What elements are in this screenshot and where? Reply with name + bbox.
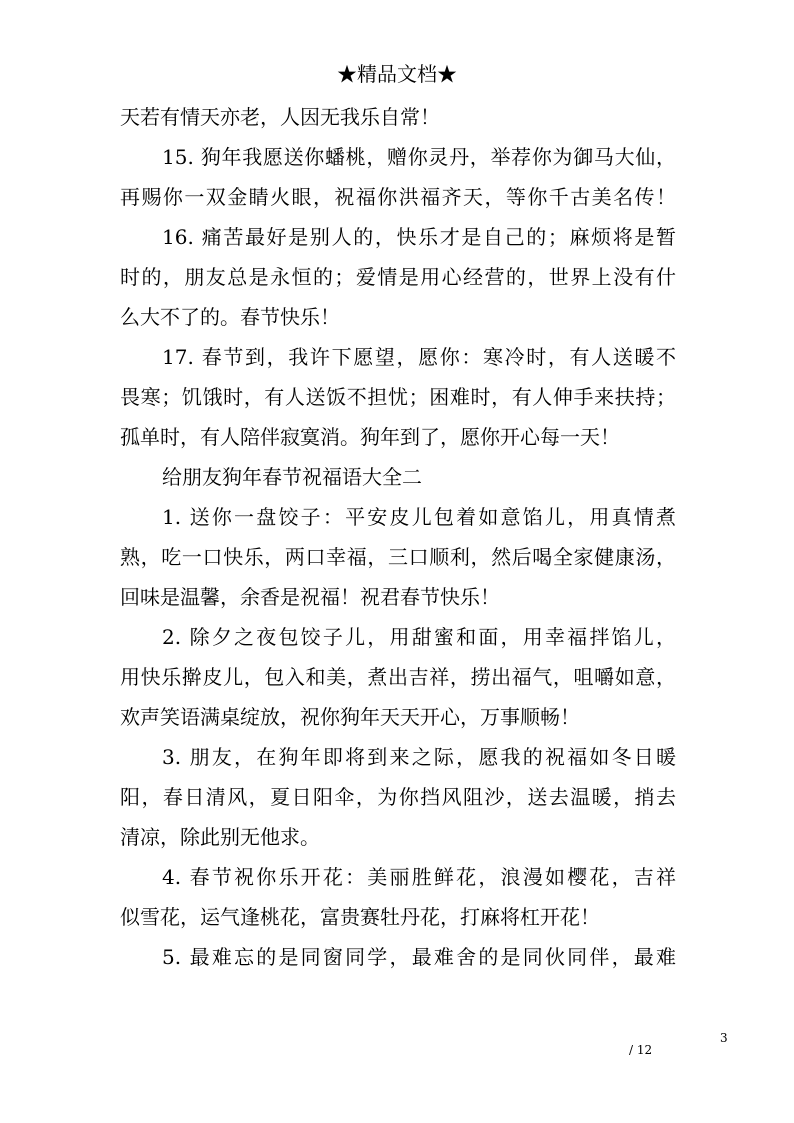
- text-line: 再赐你一双金睛火眼，祝福你洪福齐天，等你千古美名传！: [120, 185, 676, 209]
- text-line: 孤单时，有人陪伴寂寞消。狗年到了，愿你开心每一天！: [120, 425, 620, 449]
- section-heading: 给朋友狗年春节祝福语大全二: [162, 465, 422, 489]
- text-line: 15. 狗年我愿送你蟠桃，赠你灵丹，举荐你为御马大仙，: [162, 145, 676, 169]
- text-line: 回味是温馨，余香是祝福！祝君春节快乐！: [120, 585, 500, 609]
- text-line: 用快乐擀皮儿，包入和美，煮出吉祥，捞出福气，咀嚼如意，: [120, 665, 676, 689]
- text-line: 1. 送你一盘饺子：平安皮儿包着如意馅儿，用真情煮: [162, 505, 676, 529]
- text-line: 么大不了的。春节快乐！: [120, 305, 340, 329]
- text-line: 熟，吃一口快乐，两口幸福，三口顺利，然后喝全家健康汤，: [120, 545, 676, 569]
- text-line: 17. 春节到，我许下愿望，愿你：寒冷时，有人送暖不: [162, 345, 676, 369]
- text-line: 似雪花，运气逢桃花，富贵赛牡丹花，打麻将杠开花！: [120, 905, 600, 929]
- text-line: 4. 春节祝你乐开花：美丽胜鲜花，浪漫如樱花，吉祥: [162, 865, 676, 889]
- document-body: [120, 97, 676, 977]
- text-line: 畏寒；饥饿时，有人送饭不担忧；困难时，有人伸手来扶持；: [120, 385, 676, 409]
- document-header: ★精品文档★: [337, 62, 457, 86]
- page-number: 3: [720, 1031, 728, 1045]
- text-line: 2. 除夕之夜包饺子儿，用甜蜜和面，用幸福拌馅儿，: [162, 625, 676, 649]
- text-line: 清凉，除此别无他求。: [120, 825, 320, 849]
- text-line: 5. 最难忘的是同窗同学，最难舍的是同伙同伴，最难: [162, 945, 676, 969]
- text-line: 时的，朋友总是永恒的；爱情是用心经营的，世界上没有什: [120, 265, 676, 289]
- text-line: 天若有情天亦老，人因无我乐自常！: [120, 105, 440, 129]
- text-line: 3. 朋友，在狗年即将到来之际，愿我的祝福如冬日暖: [162, 745, 676, 769]
- text-line: 欢声笑语满桌绽放，祝你狗年天天开心，万事顺畅！: [120, 705, 580, 729]
- text-line: 16. 痛苦最好是别人的，快乐才是自己的；麻烦将是暂: [162, 225, 676, 249]
- page-count: / 12: [629, 1043, 653, 1057]
- text-line: 阳，春日清风，夏日阳伞，为你挡风阻沙，送去温暖，捎去: [120, 785, 676, 809]
